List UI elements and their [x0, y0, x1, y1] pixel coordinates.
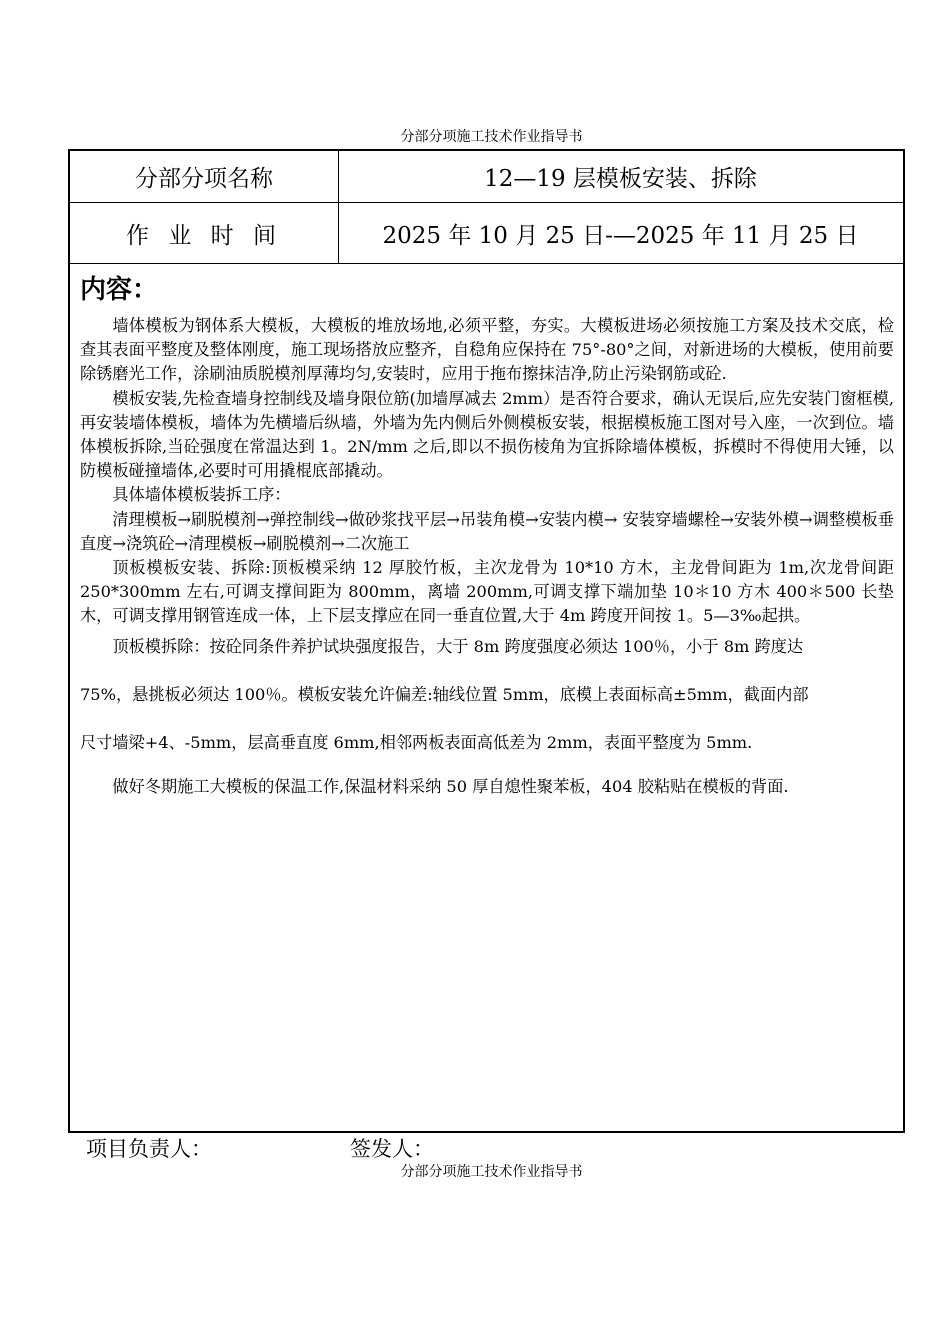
item-name-value: 12—19 层模板安装、拆除	[484, 166, 757, 192]
content-paragraph: 尺寸墙梁+4、-5mm，层高垂直度 6mm,相邻两板表面高低差为 2mm，表面平整度为 5mm.	[80, 733, 753, 753]
project-leader-label: 项目负责人：	[86, 1137, 212, 1161]
content-paragraph: 顶板模板安装、拆除:顶板模采纳 12 厚胶竹板，主次龙骨为 10*10 方木，主龙骨间距为 1m,次龙骨间距 250*300mm 左右,可调支撑间距为 800mm，离墙 200mm,可调支撑下端加垫 10＊10 方木 400＊500 长垫木，可调支撑用钢管连成一体，上下层支撑应在同一垂直位置,大于 4m 跨度开间按 1。5—3‰起拱。	[80, 558, 894, 626]
footer-caption: 分部分项施工技术作业指导书	[400, 1164, 583, 1180]
content-paragraph: 75%，悬挑板必须达 100％。模板安装允许偏差:轴线位置 5mm，底模上表面标高±5mm，截面内部	[80, 684, 809, 704]
content-section	[70, 264, 903, 1131]
content-title: 内容：	[80, 275, 159, 305]
item-name-label: 分部分项名称	[70, 151, 339, 202]
work-time-label: 作 业 时 间	[70, 203, 339, 263]
content-paragraph: 做好冬期施工大模板的保温工作,保温材料采纳 50 厚自熄性聚苯板，404 胶粘贴在模板的背面.	[112, 777, 789, 797]
item-name-row	[70, 151, 903, 203]
content-paragraph: 顶板模拆除：按砼同条件养护试块强度报告，大于 8m 跨度强度必须达 100％，小于 8m 跨度达	[112, 636, 804, 656]
work-time-value: 2025 年 10 月 25 日-—2025 年 11 月 25 日	[382, 222, 859, 249]
issuer-label: 签发人：	[350, 1137, 434, 1161]
content-paragraph: 清理模板→刷脱模剂→弹控制线→做砂浆找平层→吊装角模→安装内模→ 安装穿墙螺栓→安装外模→调整模板垂直度→浇筑砼→清理模板→刷脱模剂→二次施工	[80, 509, 894, 553]
content-paragraph: 具体墙体模板装拆工序：	[112, 485, 291, 505]
content-paragraph: 模板安装,先检查墙身控制线及墙身限位筋(加墙厚减去 2mm）是否符合要求，确认无误后,应先安装门窗框模,再安装墙体模板，墙体为先横墙后纵墙，外墙为先内侧后外侧模板安装，根据模板施工图对号入座，一次到位。墙体模板拆除,当砼强度在常温达到 1。2N/mm 之后,即以不损伤棱角为宜拆除墙体模板，拆模时不得使用大锤，以防模板碰撞墙体,必要时可用撬棍底部撬动。	[80, 388, 894, 481]
guide-table	[68, 149, 905, 1133]
header-caption: 分部分项施工技术作业指导书	[400, 129, 583, 145]
content-paragraph: 墙体模板为钢体系大模板，大模板的堆放场地,必须平整，夯实。大模板进场必须按施工方案及技术交底，检查其表面平整度及整体刚度，施工现场搭放应整齐，自稳角应保持在 75°-80°之间，对新进场的大模板，使用前要除锈磨光工作，涂刷油质脱模剂厚薄均匀,安装时，应用于拖布擦抹洁净,防止污染钢筋或砼.	[80, 316, 894, 384]
work-time-row	[70, 203, 903, 264]
